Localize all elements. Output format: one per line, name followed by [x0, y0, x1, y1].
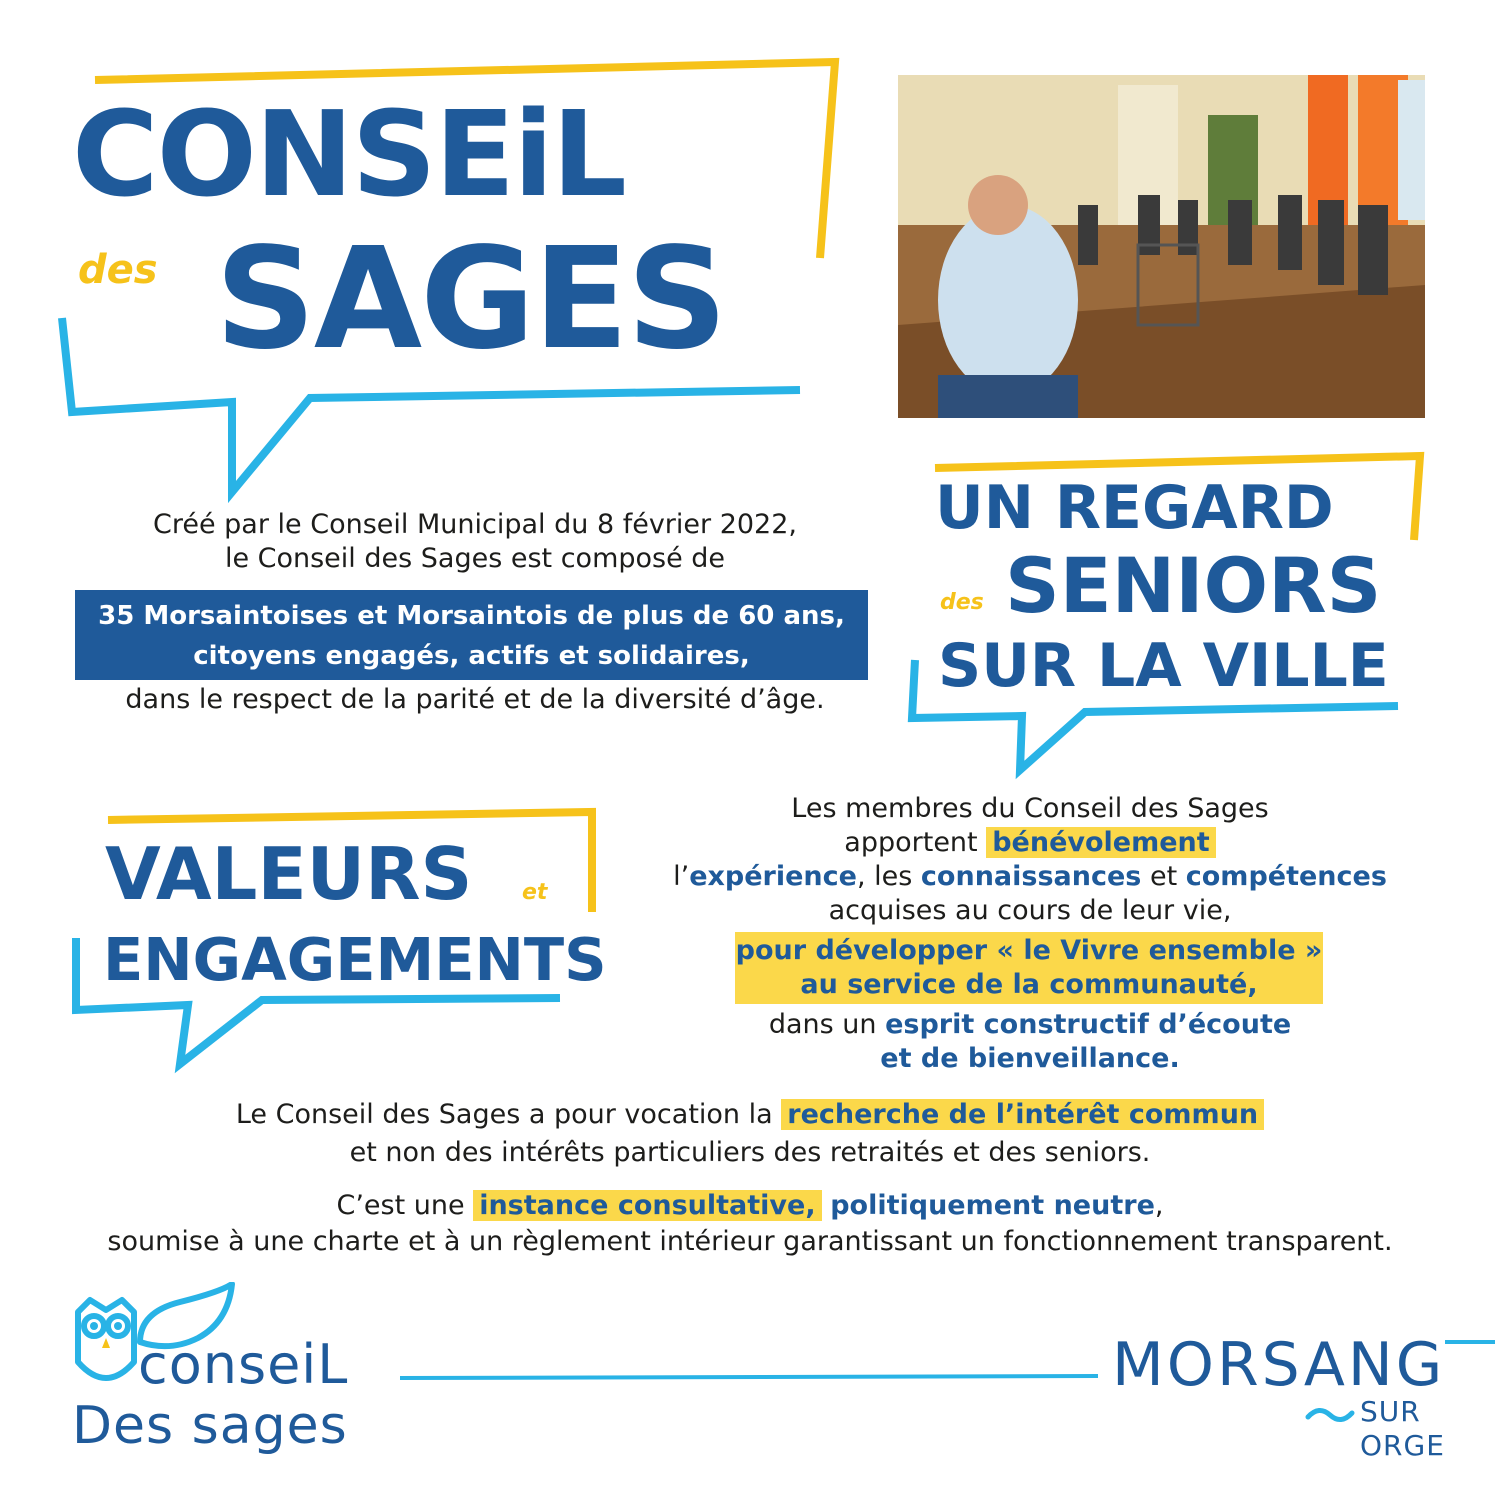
- vocation-line-2: et non des intérêts particuliers des retraités et des seniors.: [349, 1137, 1151, 1168]
- regard-line-1: UN REGARD: [935, 473, 1334, 543]
- membres-connaissances: connaissances: [920, 861, 1142, 892]
- regard-des: des: [940, 590, 984, 615]
- logo-morsang: MORSANG: [1112, 1330, 1446, 1400]
- membres-line-2: [650, 826, 1410, 860]
- logo-sur: SUR: [1360, 1395, 1421, 1428]
- title-conseil: CONSEiL: [72, 85, 625, 223]
- membres-end: [650, 1008, 1410, 1076]
- intro-line-2: le Conseil des Sages est composé de: [224, 543, 726, 574]
- intro-line-3: dans le respect de la parité et de la diversité d’âge.: [125, 684, 825, 715]
- wave-icon: [1305, 1405, 1355, 1425]
- highlight-benevolement: bénévolement: [986, 827, 1215, 858]
- vocation-block: [50, 1096, 1450, 1172]
- valeurs-et: et: [522, 880, 548, 905]
- regard-line-2: SENIORS: [1005, 541, 1382, 630]
- vocation-line-1: [50, 1096, 1450, 1134]
- membres-l3-e: et: [1141, 861, 1186, 892]
- membres-l3-c: , les: [856, 861, 921, 892]
- membres-line-7: [650, 1008, 1410, 1042]
- membres-line-6: au service de la communauté,: [800, 969, 1258, 1000]
- intro-line-1: Créé par le Conseil Municipal du 8 février 2022,: [153, 509, 797, 540]
- membres-l7-a: dans un: [768, 1009, 886, 1040]
- footer-line-left: [400, 1376, 1098, 1378]
- regard-line-3: SUR LA VILLE: [938, 631, 1389, 701]
- vocation-l1-a: Le Conseil des Sages a pour vocation la: [235, 1099, 782, 1130]
- membres-competences: compétences: [1185, 861, 1387, 892]
- logo-left-line-2: Des sages: [72, 1396, 348, 1456]
- membres-block: [650, 792, 1410, 928]
- intro-band-text: [75, 596, 868, 676]
- intro-band-line-2: citoyens engagés, actifs et solidaires,: [193, 641, 750, 671]
- membres-line-8: et de bienveillance.: [880, 1043, 1180, 1074]
- membres-line-5: pour développer « le Vivre ensemble »: [735, 935, 1323, 966]
- membres-experience: expérience: [689, 861, 857, 892]
- instance-l1-a: C’est une: [336, 1190, 474, 1221]
- logo-left-line-1: conseiL: [138, 1333, 349, 1396]
- title-sages: SAGES: [215, 218, 726, 381]
- meeting-photo: [898, 75, 1425, 418]
- instance-neutre: politiquement neutre: [830, 1190, 1155, 1221]
- membres-line-1: Les membres du Conseil des Sages: [791, 793, 1269, 824]
- valeurs-line-1: VALEURS: [105, 832, 473, 916]
- vivre-ensemble-text: [735, 934, 1323, 1002]
- title-des: des: [78, 247, 158, 293]
- instance-l1-c: [822, 1190, 831, 1221]
- membres-line-2-a: apportent: [844, 827, 987, 858]
- instance-l1-e: ,: [1154, 1190, 1164, 1221]
- logo-orge: ORGE: [1360, 1429, 1445, 1462]
- instance-line-2: soumise à une charte et à un règlement intérieur garantissant un fonctionnement transparent.: [107, 1226, 1393, 1257]
- intro-band-line-1: 35 Morsaintoises et Morsaintois de plus de 60 ans,: [98, 601, 845, 631]
- membres-line-4: acquises au cours de leur vie,: [828, 895, 1232, 926]
- intro-block: [60, 508, 890, 576]
- highlight-interet-commun: recherche de l’intérêt commun: [781, 1099, 1264, 1130]
- membres-line-3: [650, 860, 1410, 894]
- highlight-instance-consultative: instance consultative,: [473, 1190, 821, 1221]
- membres-l3-a: l’: [673, 861, 690, 892]
- instance-line-1: [40, 1188, 1460, 1224]
- membres-esprit: esprit constructif d’écoute: [885, 1009, 1292, 1040]
- valeurs-line-2: ENGAGEMENTS: [103, 925, 607, 994]
- instance-block: [40, 1188, 1460, 1260]
